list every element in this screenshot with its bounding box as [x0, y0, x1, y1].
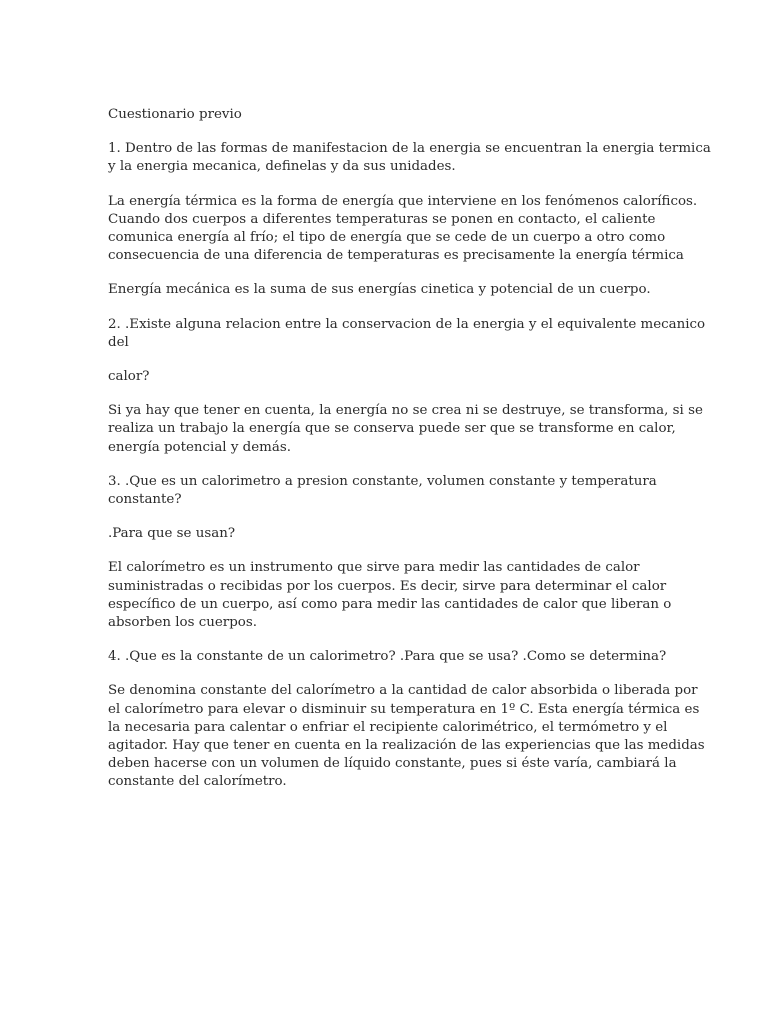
text-line: Energía mecánica es la suma de sus energías cinetica y potencial de un cuerpo. [108, 282, 651, 298]
text-line: comunica energía al frío; el tipo de energía que se cede de un cuerpo a otro como [108, 230, 666, 246]
text-line: constante? [108, 492, 182, 508]
text-line: La energía térmica es la forma de energía que interviene en los fenómenos caloríficos. [108, 193, 698, 209]
answer-2 [108, 402, 703, 457]
text-line: deben hacerse con un volumen de líquido constante, pues si éste varía, cambiará la [108, 756, 677, 772]
document-page [108, 106, 711, 808]
question-2-continued [108, 368, 688, 386]
answer-1-thermal [108, 193, 698, 266]
text-line: calor? [108, 369, 150, 385]
question-1 [108, 140, 711, 176]
text-line: específico de un cuerpo, así como para medir las cantidades de calor que liberan o [108, 596, 672, 612]
text-line: Si ya hay que tener en cuenta, la energía no se crea ni se destruye, se transforma, si se [108, 403, 703, 419]
text-line: Cuando dos cuerpos a diferentes temperaturas se ponen en contacto, el caliente [108, 211, 656, 227]
question-4 [108, 648, 688, 666]
text-line: constante del calorímetro. [108, 774, 287, 790]
text-line: 4. .Que es la constante de un calorimetro? .Para que se usa? .Como se determina? [108, 649, 667, 665]
answer-1-mechanical [108, 281, 688, 299]
text-line: agitador. Hay que tener en cuenta en la realización de las experiencias que las medidas [108, 738, 705, 754]
text-line: del [108, 334, 129, 350]
title-line: Cuestionario previo [108, 107, 242, 122]
question-2 [108, 316, 706, 352]
text-line: 3. .Que es un calorimetro a presion constante, volumen constante y temperatura [108, 473, 657, 489]
text-line: realiza un trabajo la energía que se conserva puede ser que se transforme en calor, [108, 421, 676, 437]
text-line: suministradas o recibidas por los cuerpos. Es decir, sirve para determinar el calor [108, 578, 667, 594]
text-line: energía potencial y demás. [108, 439, 291, 455]
document-title [108, 106, 688, 124]
text-line: .Para que se usan? [108, 526, 236, 542]
text-line: consecuencia de una diferencia de temperaturas es precisamente la energía térmica [108, 248, 684, 264]
text-line: 1. Dentro de las formas de manifestacion de la energia se encuentran la energia termica [108, 141, 711, 157]
text-line: y la energia mecanica, definelas y da sus unidades. [108, 159, 456, 175]
answer-3 [108, 559, 688, 632]
answer-4 [108, 682, 705, 791]
document-body [108, 140, 711, 791]
text-line: 2. .Existe alguna relacion entre la conservacion de la energia y el equivalente mecanico [108, 316, 706, 332]
text-line: la necesaria para calentar o enfriar el recipiente calorimétrico, el termómetro y el [108, 719, 668, 735]
question-3 [108, 473, 688, 509]
text-line: absorben los cuerpos. [108, 615, 257, 631]
text-line: Se denomina constante del calorímetro a la cantidad de calor absorbida o liberada por [108, 683, 698, 699]
question-3-continued [108, 525, 688, 543]
text-line: El calorímetro es un instrumento que sirve para medir las cantidades de calor [108, 560, 640, 576]
text-line: el calorímetro para elevar o disminuir su temperatura en 1º C. Esta energía térmica es [108, 701, 700, 717]
